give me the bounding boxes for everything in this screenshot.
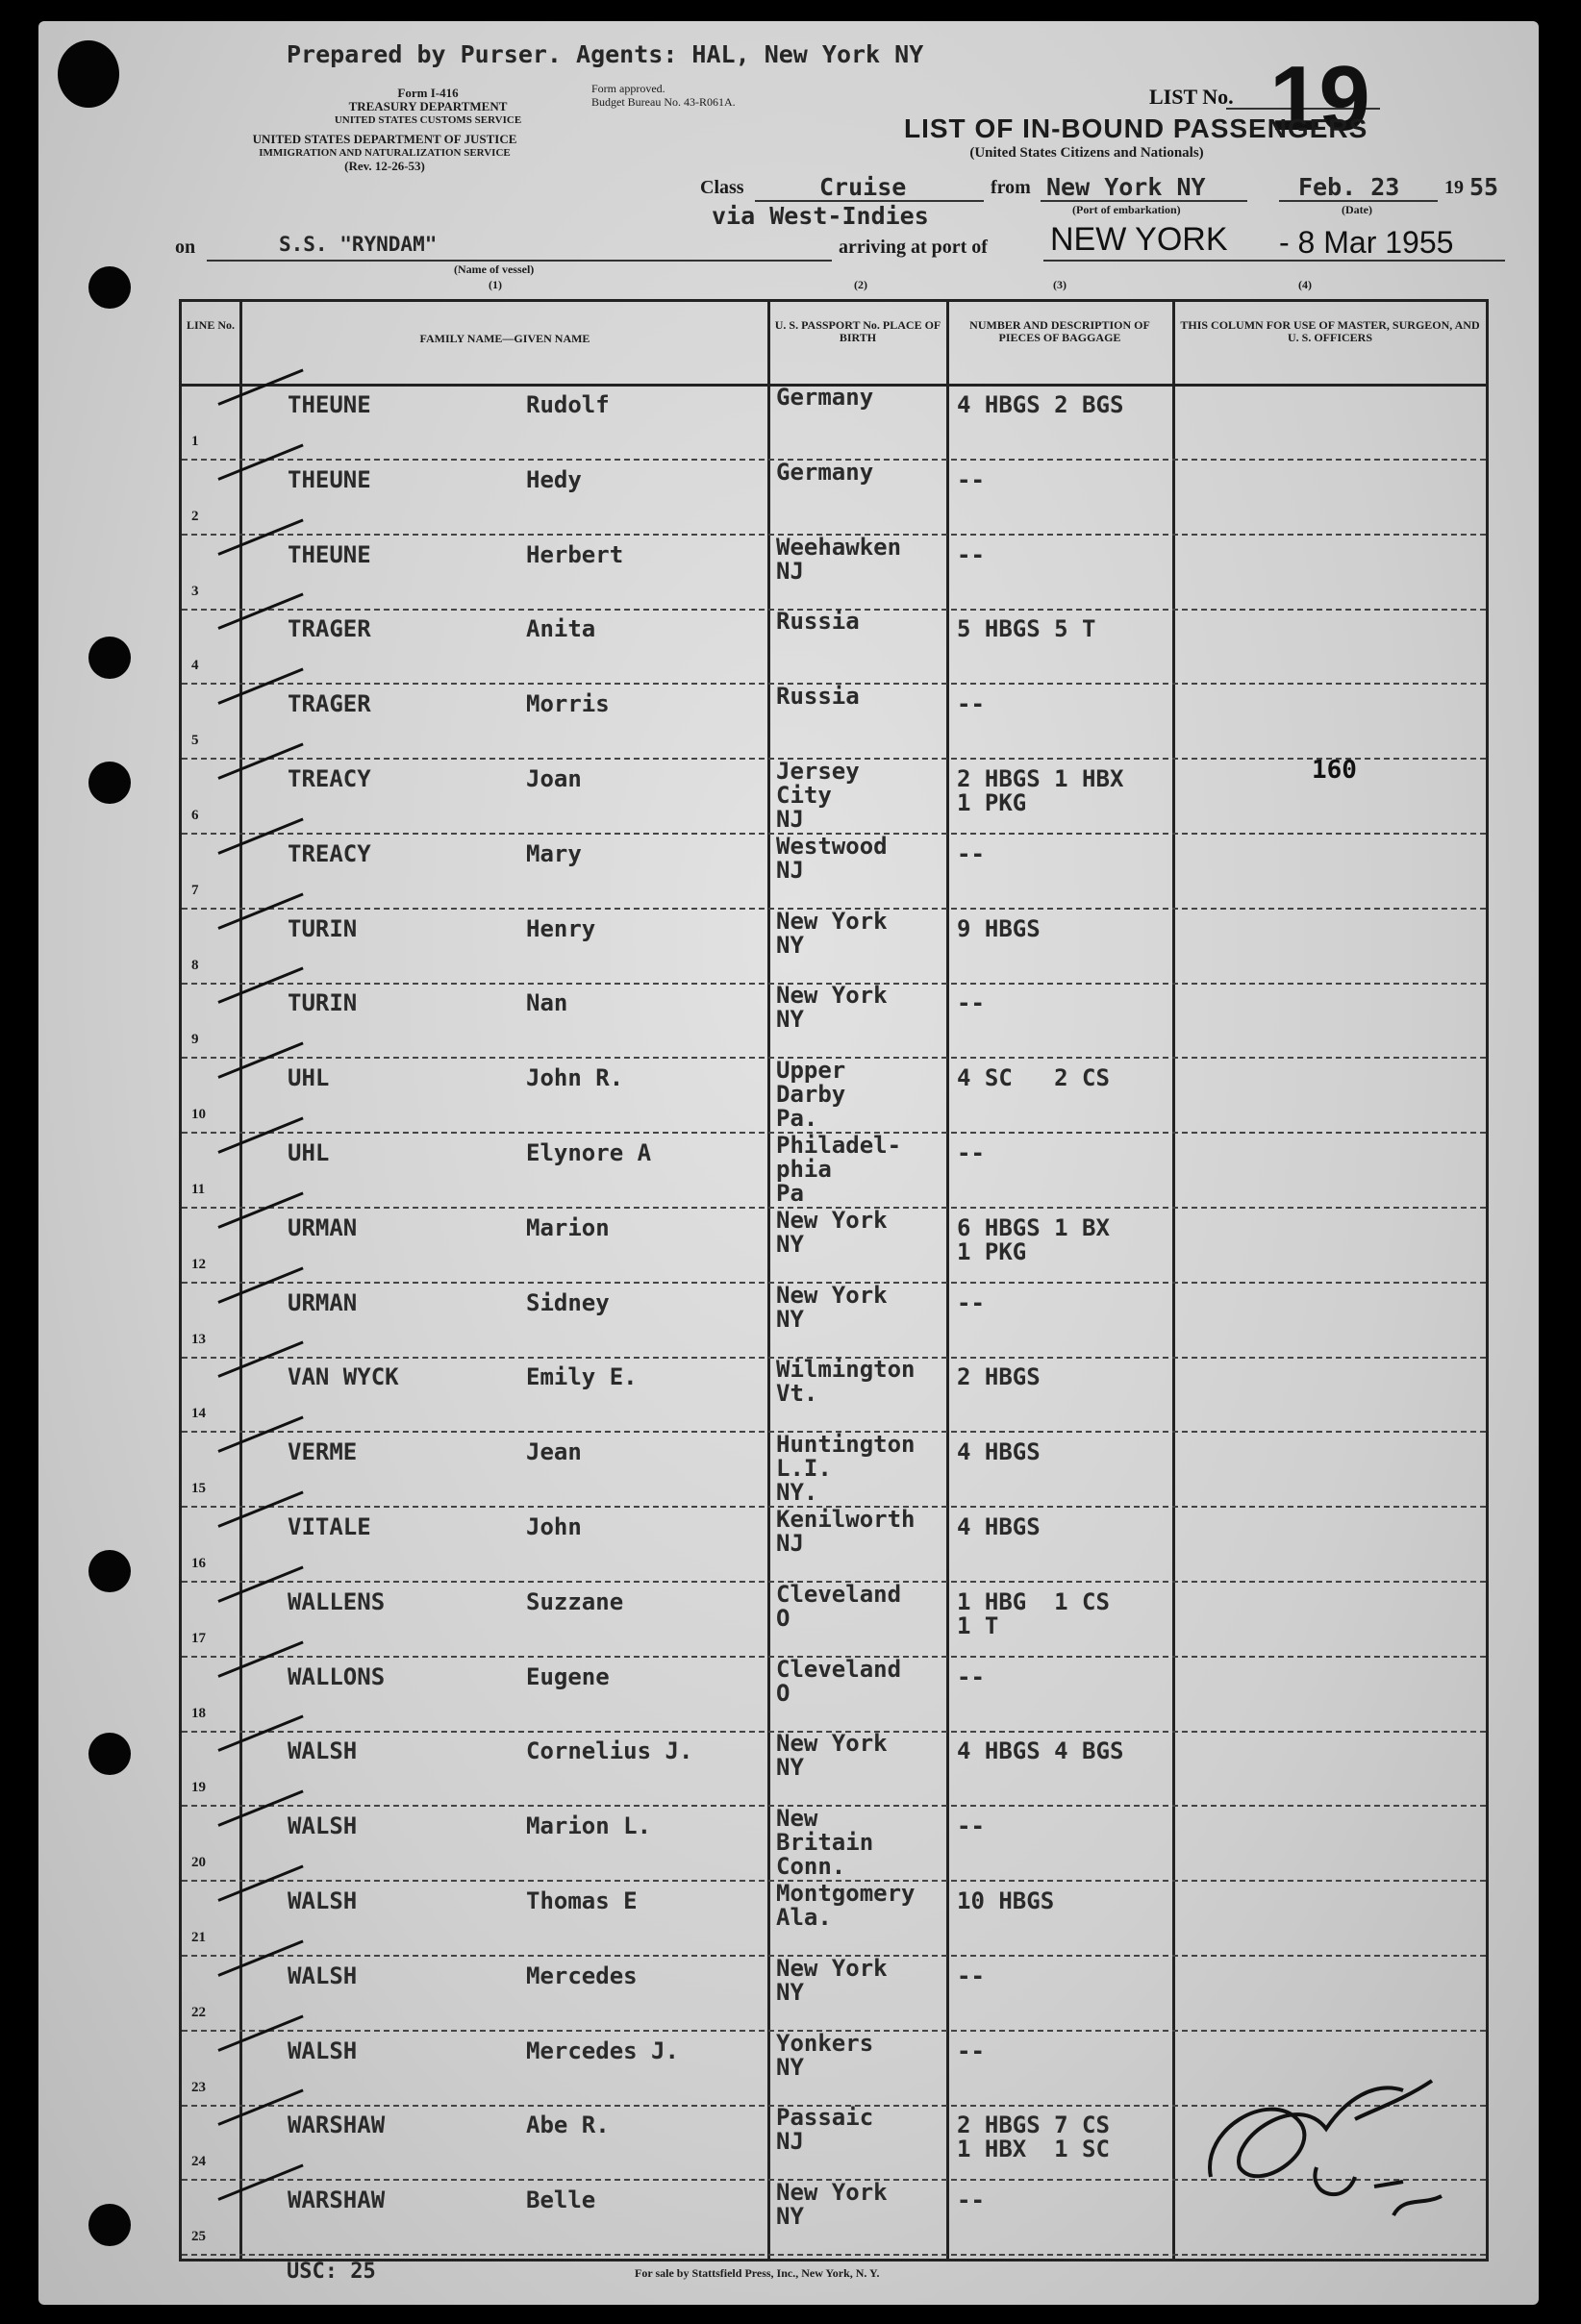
column-number-2: (2)	[854, 278, 867, 291]
given-name: Emily E.	[526, 1363, 638, 1391]
place-of-birth: Westwood NJ	[776, 832, 888, 884]
place-of-birth: New York NY	[776, 2179, 888, 2231]
line-number: 3	[191, 583, 199, 599]
table-row	[182, 833, 1486, 910]
list-number-label: LIST No.	[1149, 85, 1234, 109]
given-name: Hedy	[526, 465, 582, 493]
line-number: 9	[191, 1032, 199, 1048]
arrival-port: NEW YORK	[1050, 221, 1228, 258]
family-name: WARSHAW	[288, 2112, 386, 2139]
table-row	[182, 1506, 1486, 1583]
place-of-birth: New Britain Conn.	[776, 1805, 874, 1881]
family-name: WALSH	[288, 1812, 358, 1840]
line-number: 1	[191, 434, 199, 449]
baggage: --	[957, 540, 985, 568]
family-name: WALSH	[288, 1962, 358, 1989]
baggage: --	[957, 1812, 985, 1840]
family-name: TURIN	[288, 914, 358, 942]
given-name: Elynore A	[526, 1139, 652, 1166]
table-row	[182, 1880, 1486, 1957]
family-name: THEUNE	[288, 391, 371, 418]
table-row	[182, 1132, 1486, 1209]
given-name: Belle	[526, 2187, 596, 2214]
column-number-3: (3)	[1053, 278, 1067, 291]
line-number: 10	[191, 1107, 206, 1123]
table-row	[182, 1581, 1486, 1658]
binder-hole	[88, 1550, 131, 1592]
table-row	[182, 1356, 1486, 1433]
place-of-birth: Yonkers NY	[776, 2029, 874, 2081]
document-title: LIST OF IN-BOUND PASSENGERS	[904, 113, 1368, 143]
table-header	[182, 302, 1486, 387]
family-name: TREACY	[288, 839, 371, 867]
line-number: 4	[191, 658, 199, 674]
place-of-birth: Philadel- phia Pa	[776, 1132, 902, 1207]
place-of-birth: Weehawken NJ	[776, 533, 902, 585]
line-number: 5	[191, 733, 199, 749]
baggage: --	[957, 690, 985, 718]
list-number-stamp: 19	[1269, 47, 1368, 150]
customs-service: UNITED STATES CUSTOMS SERVICE	[334, 114, 522, 126]
place-of-birth: Jersey City NJ	[776, 758, 860, 833]
given-name: Suzzane	[526, 1587, 624, 1615]
binder-hole	[88, 266, 131, 309]
line-number: 8	[191, 957, 199, 973]
family-name: URMAN	[288, 1288, 358, 1316]
class-label: Class	[700, 177, 744, 198]
line-number: 11	[191, 1182, 206, 1197]
place-of-birth: Passaic NJ	[776, 2104, 874, 2156]
given-name: Rudolf	[526, 391, 610, 418]
family-name: TREACY	[288, 765, 371, 792]
baggage: 2 HBGS 7 CS 1 HBX 1 SC	[957, 2112, 1110, 2163]
line-number: 21	[191, 1930, 206, 1945]
line-number: 24	[191, 2154, 206, 2170]
given-name: Cornelius J.	[526, 1737, 693, 1765]
year-prefix: 19	[1444, 177, 1464, 198]
line-number: 20	[191, 1855, 206, 1871]
table-row	[182, 1805, 1486, 1882]
port-of-embarkation: New York NY	[1046, 173, 1206, 201]
baggage: --	[957, 1288, 985, 1316]
family-name: THEUNE	[288, 540, 371, 568]
line-number: 18	[191, 1705, 206, 1721]
binder-hole	[88, 2204, 131, 2246]
line-number: 7	[191, 882, 199, 898]
binder-hole	[58, 40, 119, 108]
passenger-table	[179, 299, 1489, 2262]
family-name: URMAN	[288, 1213, 358, 1241]
given-name: Jean	[526, 1438, 582, 1466]
line-number: 23	[191, 2079, 206, 2095]
baggage: --	[957, 2187, 985, 2214]
table-row	[182, 384, 1486, 461]
departure-date: Feb. 23	[1298, 173, 1400, 201]
given-name: Mercedes J.	[526, 2037, 679, 2064]
table-row	[182, 1057, 1486, 1134]
baggage: 4 HBGS	[957, 1513, 1041, 1540]
given-name: Joan	[526, 765, 582, 792]
place-of-birth: Montgomery Ala.	[776, 1880, 916, 1931]
family-name: VERME	[288, 1438, 358, 1466]
binder-hole	[88, 637, 131, 679]
baggage: 4 SC 2 CS	[957, 1064, 1110, 1092]
line-number: 25	[191, 2229, 206, 2245]
line-number: 2	[191, 508, 199, 524]
date-label: (Date)	[1342, 203, 1372, 216]
line-number: 19	[191, 1780, 206, 1796]
baggage: 5 HBGS 5 T	[957, 615, 1096, 643]
baggage: 4 HBGS	[957, 1438, 1041, 1466]
place-of-birth: New York NY	[776, 907, 888, 959]
form-approved: Form approved.	[591, 82, 665, 95]
inspector-signature	[1182, 1975, 1470, 2225]
family-name: VITALE	[288, 1513, 371, 1540]
baggage: --	[957, 989, 985, 1017]
table-row	[182, 683, 1486, 760]
table-row	[182, 1431, 1486, 1508]
vessel-name: S.S. "RYNDAM"	[279, 233, 438, 256]
on-label: on	[175, 237, 196, 258]
family-name: UHL	[288, 1139, 330, 1166]
vessel-underline	[207, 260, 832, 262]
place-of-birth: New York NY	[776, 1730, 888, 1782]
line-number: 14	[191, 1406, 206, 1422]
family-name: WALSH	[288, 2037, 358, 2064]
place-of-birth: Germany	[776, 458, 874, 486]
given-name: Herbert	[526, 540, 624, 568]
arriving-label: arriving at port of	[839, 237, 988, 258]
baggage: 2 HBGS	[957, 1363, 1041, 1391]
revision: (Rev. 12-26-53)	[344, 159, 425, 173]
family-name: WALSH	[288, 1887, 358, 1914]
baggage: --	[957, 839, 985, 867]
table-row	[182, 1730, 1486, 1807]
port-of-embarkation-label: (Port of embarkation)	[1072, 203, 1181, 216]
arrival-date-stamp: - 8 Mar 1955	[1279, 225, 1454, 260]
line-number: 13	[191, 1331, 206, 1347]
column-number-4: (4)	[1298, 278, 1312, 291]
document-subtitle: (United States Citizens and Nationals)	[969, 145, 1204, 161]
given-name: Eugene	[526, 1662, 610, 1690]
place-of-birth: Upper Darby Pa.	[776, 1057, 846, 1133]
given-name: Abe R.	[526, 2112, 610, 2139]
table-row	[182, 1282, 1486, 1359]
line-number: 16	[191, 1556, 206, 1571]
header-baggage: NUMBER AND DESCRIPTION OF PIECES OF BAGGAGE	[969, 318, 1150, 344]
family-name: WALSH	[288, 1737, 358, 1765]
family-name: VAN WYCK	[288, 1363, 399, 1391]
departure-year: 55	[1469, 173, 1499, 201]
treasury-department: TREASURY DEPARTMENT	[348, 99, 508, 113]
given-name: John	[526, 1513, 582, 1540]
document-page	[38, 21, 1539, 2305]
place-of-birth: Huntington L.I. NY.	[776, 1431, 916, 1507]
column-number-1: (1)	[489, 278, 502, 291]
via-route: via West-Indies	[712, 202, 929, 230]
family-name: TRAGER	[288, 615, 371, 643]
given-name: Thomas E	[526, 1887, 638, 1914]
given-name: Sidney	[526, 1288, 610, 1316]
baggage: --	[957, 1139, 985, 1166]
binder-hole	[88, 762, 131, 804]
place-of-birth: Germany	[776, 384, 874, 411]
department-of-justice: UNITED STATES DEPARTMENT OF JUSTICE	[252, 132, 517, 146]
baggage: --	[957, 465, 985, 493]
baggage: 1 HBG 1 CS 1 T	[957, 1587, 1110, 1639]
given-name: Marion	[526, 1213, 610, 1241]
baggage: 4 HBGS 2 BGS	[957, 391, 1124, 418]
budget-bureau: Budget Bureau No. 43-R061A.	[591, 95, 736, 109]
table-row	[182, 459, 1486, 536]
given-name: Marion L.	[526, 1812, 652, 1840]
prepared-by-line: Prepared by Purser. Agents: HAL, New York NY	[287, 40, 924, 68]
baggage: 6 HBGS 1 BX 1 PKG	[957, 1213, 1110, 1265]
family-name: TRAGER	[288, 690, 371, 718]
place-of-birth: Russia	[776, 608, 860, 636]
header-officers: THIS COLUMN FOR USE OF MASTER, SURGEON, AND U. S. OFFICERS	[1180, 318, 1480, 344]
table-row	[182, 1656, 1486, 1733]
baggage: --	[957, 1662, 985, 1690]
usc-count: USC: 25	[287, 2260, 376, 2284]
table-row	[182, 534, 1486, 611]
place-of-birth: Cleveland O	[776, 1655, 902, 1707]
line-number: 17	[191, 1630, 206, 1646]
baggage: --	[957, 1962, 985, 1989]
line-number: 12	[191, 1256, 206, 1272]
form-number: Form I-416	[397, 86, 459, 100]
family-name: WALLENS	[288, 1587, 386, 1615]
line-number: 22	[191, 2004, 206, 2020]
given-name: Mary	[526, 839, 582, 867]
baggage: 4 HBGS 4 BGS	[957, 1737, 1124, 1765]
table-row	[182, 758, 1486, 835]
family-name: TURIN	[288, 989, 358, 1017]
table-row	[182, 608, 1486, 685]
place-of-birth: Wilmington Vt.	[776, 1356, 916, 1408]
family-name: UHL	[288, 1064, 330, 1092]
place-of-birth: Russia	[776, 683, 860, 711]
baggage: 10 HBGS	[957, 1887, 1055, 1914]
family-name: WARSHAW	[288, 2187, 386, 2214]
given-name: Nan	[526, 989, 568, 1017]
header-line-no: LINE No.	[186, 318, 235, 332]
place-of-birth: Cleveland O	[776, 1580, 902, 1632]
place-of-birth: New York NY	[776, 1206, 888, 1258]
header-passport: U. S. PASSPORT No. PLACE OF BIRTH	[774, 318, 941, 344]
table-row	[182, 982, 1486, 1059]
officer-annotation-160: 160	[1312, 756, 1357, 785]
place-of-birth: New York NY	[776, 1954, 888, 2006]
from-label: from	[991, 177, 1031, 198]
given-name: Anita	[526, 615, 596, 643]
vessel-name-label: (Name of vessel)	[454, 262, 535, 276]
line-number: 6	[191, 808, 199, 823]
immigration-service: IMMIGRATION AND NATURALIZATION SERVICE	[259, 147, 511, 159]
table-row	[182, 1207, 1486, 1284]
family-name: THEUNE	[288, 465, 371, 493]
printer-credit: For sale by Stattsfield Press, Inc., New York, N. Y.	[635, 2266, 880, 2280]
baggage: 9 HBGS	[957, 914, 1041, 942]
line-number: 15	[191, 1481, 206, 1497]
place-of-birth: Kenilworth NJ	[776, 1506, 916, 1557]
place-of-birth: New York NY	[776, 1281, 888, 1333]
class-value: Cruise	[819, 173, 907, 201]
place-of-birth: New York NY	[776, 982, 888, 1034]
given-name: Henry	[526, 914, 596, 942]
given-name: John R.	[526, 1064, 624, 1092]
given-name: Morris	[526, 690, 610, 718]
family-name: WALLONS	[288, 1662, 386, 1690]
header-name: FAMILY NAME—GIVEN NAME	[419, 332, 590, 345]
table-row	[182, 908, 1486, 985]
baggage: --	[957, 2037, 985, 2064]
binder-hole	[88, 1733, 131, 1775]
given-name: Mercedes	[526, 1962, 638, 1989]
baggage: 2 HBGS 1 HBX 1 PKG	[957, 765, 1124, 816]
